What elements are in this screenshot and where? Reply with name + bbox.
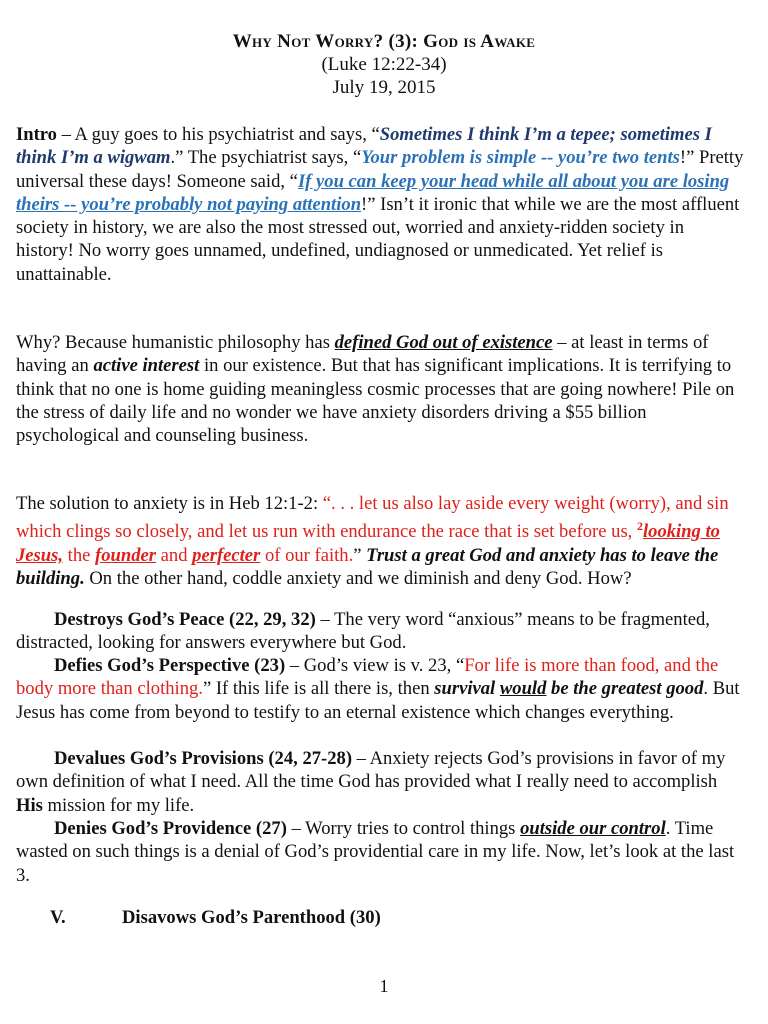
intro-text: .” The psychiatrist says, “ xyxy=(170,147,362,169)
point-heading: Devalues God’s Provisions (24, 27-28) xyxy=(54,748,353,769)
intro-text: – A guy goes to his psychiatrist and says, “ xyxy=(56,124,380,145)
sermon-title: Why Not Worry? (3): God is Awake xyxy=(232,31,536,52)
point-provisions xyxy=(16,747,744,817)
sermon-date: July 19, 2015 xyxy=(332,77,436,98)
point-providence xyxy=(16,817,744,887)
solution-scripture: of our faith. xyxy=(260,544,354,566)
solution-scripture: the xyxy=(63,544,96,566)
outline-numeral: V. xyxy=(50,907,66,928)
point-scripture: For life is more than food, and the body more than clothing. xyxy=(16,655,719,700)
intro-quote-tepee: Sometimes I think I’m a tepee; sometimes I think I’m a wigwam xyxy=(16,124,712,169)
solution-text: The solution to anxiety is in Heb 12:1-2: xyxy=(16,493,323,514)
point-perspective xyxy=(16,654,744,724)
verse-number: 2 xyxy=(636,519,643,534)
point-text: – The very word “anxious” means to be fragmented, distracted, looking for answers everywhere but God. xyxy=(16,609,710,654)
why-text: in our existence. But that has significant implications. It is terrifying to think that no one is home guiding meaningless cosmic processes that are going nowhere! Pile on the stress of daily life and no wonder we have anxiety disorders driving a $55 billion psychological and counseling business. xyxy=(16,355,735,447)
outline-heading xyxy=(50,907,381,929)
point-heading: Destroys God’s Peace (22, 29, 32) xyxy=(54,609,316,630)
why-emphasis-interest: active interest xyxy=(93,355,200,377)
why-text: Why? Because humanistic philosophy has xyxy=(16,332,335,353)
point-text: . But Jesus has come from beyond to testify to an eternal existence which changes everything. xyxy=(16,678,740,723)
point-text: – Worry tries to control things xyxy=(286,818,521,839)
outline-label: Disavows God’s Parenthood (30) xyxy=(122,907,381,928)
point-heading: Denies God’s Providence (27) xyxy=(54,818,287,839)
point-emphasis: survival xyxy=(434,678,500,700)
why-text: – at least in terms of having an xyxy=(16,332,709,377)
scripture-reference: (Luke 12:22-34) xyxy=(321,54,447,75)
point-peace xyxy=(16,608,744,655)
point-text: ” If this life is all there is, then xyxy=(202,678,435,700)
point-text: – Anxiety rejects God’s provisions in favor of my own definition of what I need. All the time God has provided what I really need to accomplish xyxy=(16,748,726,793)
intro-label: Intro xyxy=(16,124,57,145)
intro-text: !” Isn’t it ironic that while we are the most affluent society in history, we are also the most stressed out, worried and anxiety-ridden society in history! No worry goes unnamed, undefined, undiagnosed or unmedicated. Yet relief is unattainable. xyxy=(16,193,740,285)
point-text: mission for my life. xyxy=(42,794,195,816)
solution-paragraph xyxy=(16,492,744,590)
intro-text: !” Pretty universal these days! Someone said, “ xyxy=(16,147,744,192)
solution-emphasis-perfecter: perfecter xyxy=(192,544,261,566)
intro-paragraph xyxy=(16,123,744,286)
solution-emphasis-jesus: looking to Jesus, xyxy=(16,521,720,566)
point-emphasis-his: His xyxy=(16,794,43,816)
solution-text: ” xyxy=(353,544,367,566)
page-number: 1 xyxy=(379,976,389,996)
why-emphasis-existence: defined God out of existence xyxy=(334,332,553,353)
point-emphasis-would: would xyxy=(499,678,547,700)
intro-quote-head: If you can keep your head while all about you are losing theirs -- you’re probably not paying attention xyxy=(16,170,730,215)
why-paragraph xyxy=(16,331,744,447)
point-heading: Defies God’s Perspective (23) xyxy=(54,655,286,676)
intro-quote-tents: Your problem is simple -- you’re two tents xyxy=(361,147,680,169)
solution-emphasis-trust: Trust a great God and anxiety has to leave the building. xyxy=(16,544,719,590)
point-emphasis-control: outside our control xyxy=(520,818,666,839)
point-text: – God’s view is v. 23, “ xyxy=(285,655,465,676)
solution-scripture: and xyxy=(156,544,193,566)
point-emphasis: be the greatest good xyxy=(546,678,704,700)
solution-scripture: “. . . let us also lay aside every weight (worry), and sin which clings so closely, and let us run with endurance the race that is set before us, xyxy=(16,493,729,543)
solution-emphasis-founder: founder xyxy=(95,544,156,566)
point-text: . Time wasted on such things is a denial of God’s providential care in my life. Now, let’s look at the last 3. xyxy=(16,818,735,886)
solution-text: On the other hand, coddle anxiety and we diminish and deny God. How? xyxy=(84,568,632,590)
